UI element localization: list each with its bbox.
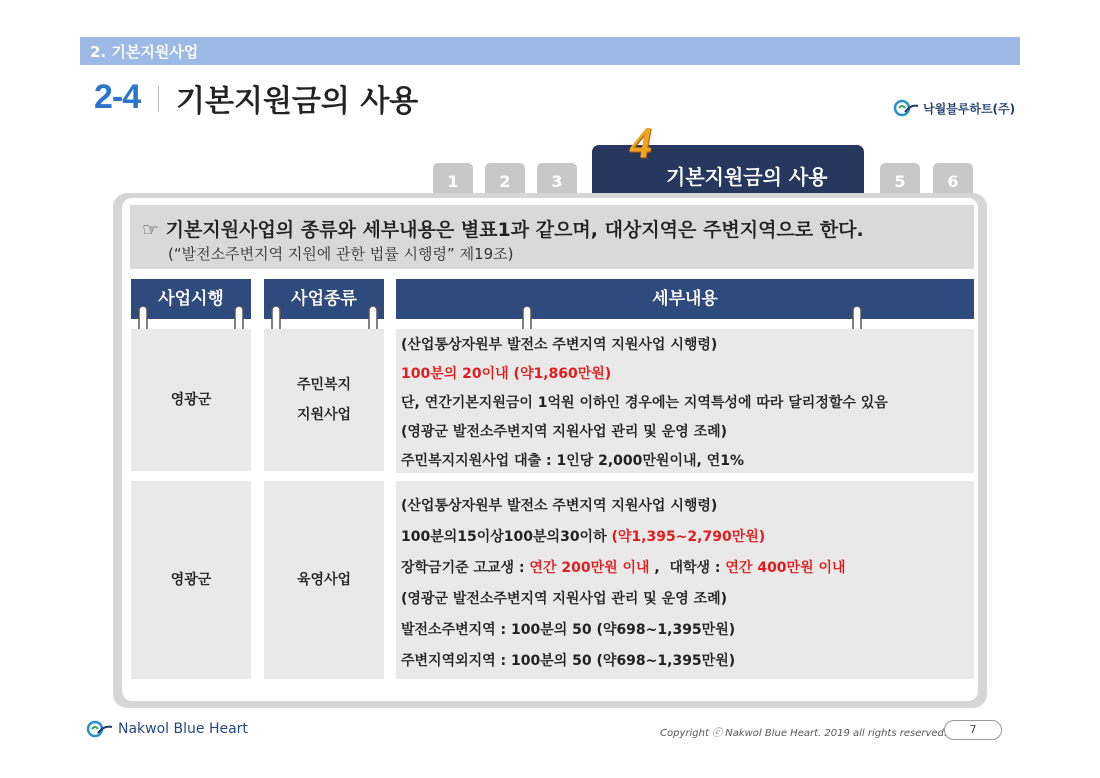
row2-details bbox=[396, 481, 974, 679]
row1-detail-line: 100분의 20이내 (약1,860만원) bbox=[401, 366, 612, 382]
title-divider bbox=[158, 86, 159, 112]
row2-detail-line: 발전소주변지역 : 100분의 50 (약698~1,395만원) bbox=[401, 622, 736, 638]
tab-5[interactable]: 5 bbox=[880, 163, 920, 199]
tab-3[interactable]: 3 bbox=[537, 163, 577, 199]
header-type: 사업종류 bbox=[264, 279, 384, 319]
section-label: 2. 기본지원사업 bbox=[90, 43, 199, 61]
row1-type bbox=[264, 329, 384, 471]
section-number: 2-4 bbox=[94, 78, 141, 116]
header-details: 세부내용 bbox=[396, 279, 974, 319]
page-title: 기본지원금의 사용 bbox=[176, 84, 419, 119]
active-tab-label: 기본지원금의 사용 bbox=[666, 165, 828, 189]
row1-executor bbox=[131, 329, 251, 471]
tab-2[interactable]: 2 bbox=[485, 163, 525, 199]
active-tab-number: 4 bbox=[630, 118, 652, 167]
row1-type-line2: 지원사업 bbox=[296, 407, 352, 423]
company-name-ko: 낙월블루하트(주) bbox=[923, 101, 1016, 116]
row2-type-text: 육영사업 bbox=[296, 572, 352, 588]
row1-detail-line: 주민복지지원사업 대출 : 1인당 2,000만원이내, 연1% bbox=[401, 453, 744, 469]
intro-reference: (“발전소주변지역 지원에 관한 법률 시행령” 제19조) bbox=[168, 245, 514, 263]
row2-detail-line: 장학금기준 고교생 : 연간 200만원 이내 , 대학생 : 연간 400만원 이내 bbox=[401, 560, 846, 576]
row2-detail-line: 주변지역외지역 : 100분의 50 (약698~1,395만원) bbox=[401, 653, 736, 669]
heart-logo-icon bbox=[86, 719, 114, 739]
row2-type bbox=[264, 481, 384, 679]
row2-detail-line: (산업통상자원부 발전소 주변지역 지원사업 시행령) bbox=[401, 498, 718, 514]
section-bar bbox=[80, 37, 1020, 65]
header-executor: 사업시행 bbox=[131, 279, 251, 319]
heart-logo-icon bbox=[893, 98, 919, 118]
intro-statement bbox=[142, 215, 864, 242]
row2-detail-line: (영광군 발전소주변지역 지원사업 관리 및 운영 조례) bbox=[401, 591, 728, 607]
page-number: 7 bbox=[944, 720, 1002, 740]
row1-type-line1: 주민복지 bbox=[296, 377, 352, 393]
row2-executor-text: 영광군 bbox=[170, 572, 212, 588]
tab-6[interactable]: 6 bbox=[933, 163, 973, 199]
row1-detail-line: (산업통상자원부 발전소 주변지역 지원사업 시행령) bbox=[401, 337, 718, 353]
tab-1[interactable]: 1 bbox=[433, 163, 473, 199]
intro-box bbox=[130, 205, 974, 269]
pointing-hand-icon: ☞ bbox=[142, 219, 160, 241]
copyright-text: Copyright ⓒ Nakwol Blue Heart. 2019 all rights reserved. bbox=[660, 728, 948, 739]
row1-detail-line: (영광군 발전소주변지역 지원사업 관리 및 운영 조례) bbox=[401, 424, 728, 440]
company-name-en: Nakwol Blue Heart bbox=[118, 721, 248, 737]
intro-text: 기본지원사업의 종류와 세부내용은 별표1과 같으며, 대상지역은 주변지역으로 한다. bbox=[165, 219, 864, 241]
row1-details bbox=[396, 329, 974, 473]
footer-logo bbox=[86, 719, 248, 739]
row1-executor-text: 영광군 bbox=[170, 392, 212, 408]
company-logo bbox=[893, 98, 1015, 118]
row1-detail-line: 단, 연간기본지원금이 1억원 이하인 경우에는 지역특성에 따라 달리정할수 있음 bbox=[401, 395, 888, 411]
row2-detail-line: 100분의15이상100분의30이하 (약1,395~2,790만원) bbox=[401, 529, 766, 545]
row2-executor bbox=[131, 481, 251, 679]
